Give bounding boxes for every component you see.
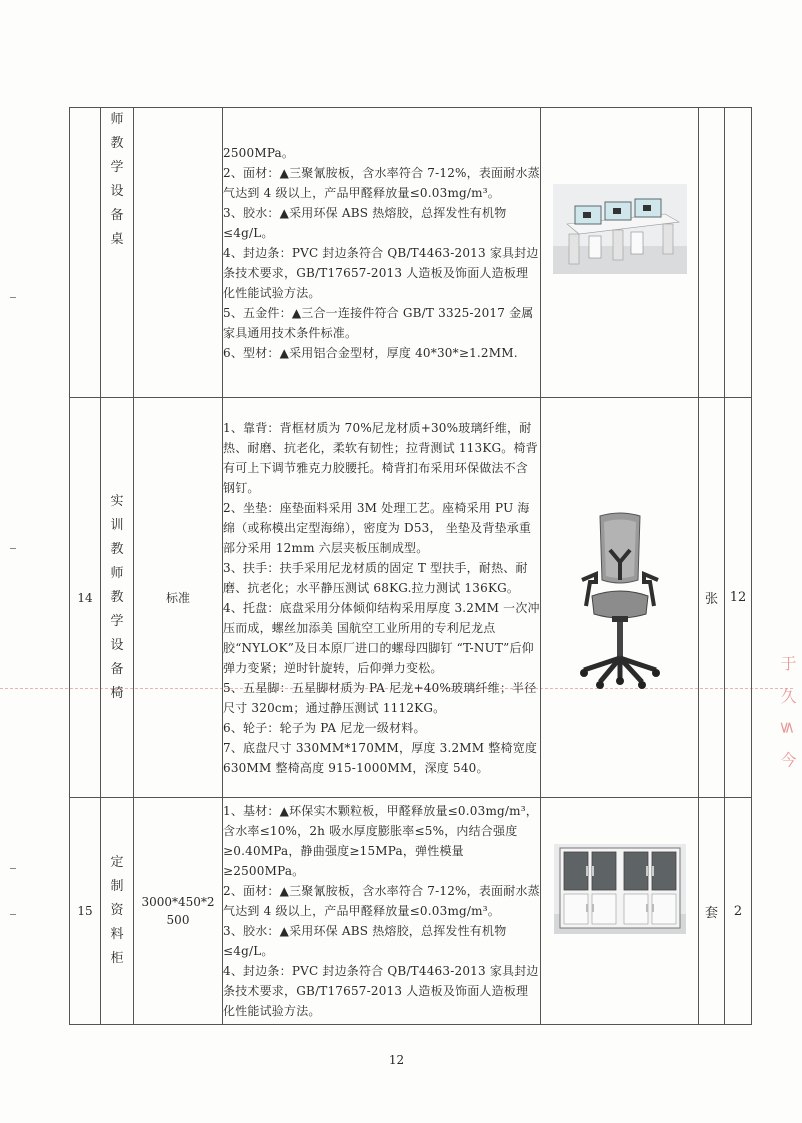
item-number: 15 <box>70 798 101 1025</box>
office-chair-image <box>572 510 668 690</box>
item-image-cell <box>541 798 699 1025</box>
page-number: 12 <box>388 1053 405 1067</box>
item-name: 师 教 学 设 备 桌 <box>101 108 134 398</box>
item-unit <box>699 108 725 398</box>
item-number: 14 <box>70 398 101 798</box>
item-image-cell <box>541 398 699 798</box>
item-name: 定 制 资 料 柜 <box>101 798 134 1025</box>
file-cabinet-image <box>554 844 686 934</box>
item-description: 1、靠背：背框材质为 70%尼龙材质+30%玻璃纤维，耐热、耐磨、抗老化，柔软有韧性；拉背测试 113KG。椅背有可上下调节雅克力胶腰托。椅背扪布采用环保做法不含钢钉。 2、坐垫：座垫面料采用 3M 处理工艺。座椅采用 PU 海 绵（或称模出定型海绵），密度为 D53， 坐垫及背垫承重部分采用 12mm 六层夹板压制成型。 3、扶手：扶手采用尼龙材质的固定 T 型扶手，耐热、耐磨、抗老化；水平静压测试 68KG.拉力测试 136KG。 4、托盘：底盘采用分体倾仰结构采用厚度 3.2MM 一次冲压而成，螺丝加添美 国航空工业所用的专利尼龙点胶“NYLOK”及日本原厂进口的螺母四脚钉 “T-NUT”后仰弹力变紧；逆时针旋转，后仰弹力变松。 5、五星脚：五星脚材质为 PA 尼龙+40%玻璃纤维；半径尺寸 320cm；通过静压测试 1112KG。 6、轮子：轮子为 PA 尼龙一级材料。 7、底盘尺寸 330MM*170MM，厚度 3.2MM 整椅宽度 630MM 整椅高度 915-1000MM，深度 540。 <box>223 398 541 798</box>
binding-mark <box>10 297 16 298</box>
table-row-chair <box>70 398 752 798</box>
item-unit: 套 <box>699 798 725 1025</box>
item-description: 2500MPa。 2、面材：▲三聚氰胺板，含水率符合 7-12%，表面耐水蒸气达到 4 级以上，产品甲醛释放量≤0.03mg/m³。 3、胶水：▲采用环保 ABS 热熔胶，总挥发性有机物≤4g/L。 4、封边条：PVC 封边条符合 QB/T4463-2013 家具封边条技术要求，GB/T17657-2013 人造板及饰面人造板理化性能试验方法。 5、五金件：▲三合一连接件符合 GB/T 3325-2017 金属家具通用技术条件标准。 6、型材：▲采用铝合金型材，厚度 40*30*≥1.2MM. <box>223 108 541 398</box>
table-row-cabinet <box>70 798 752 1025</box>
item-size: 标准 <box>134 398 223 798</box>
item-image-cell <box>541 108 699 398</box>
item-description: 1、基材：▲环保实木颗粒板，甲醛释放量≤0.03mg/m³，含水率≤10%，2h 吸水厚度膨胀率≤5%，内结合强度≥0.40MPa，静曲强度≥15MPa，弹性模量≥2500MPa。 2、面材：▲三聚氰胺板，含水率符合 7-12%，表面耐水蒸气达到 4 级以上，产品甲醛释放量≤0.03mg/m³。 3、胶水：▲采用环保 ABS 热熔胶，总挥发性有机物≤4g/L。 4、封边条：PVC 封边条符合 QB/T4463-2013 家具封边条技术要求，GB/T17657-2013 人造板及饰面人造板理化性能试验方法。 <box>223 798 541 1025</box>
binding-mark <box>10 548 16 549</box>
seal-stamp-edge: 于 久 ≶ 今 <box>778 655 797 774</box>
specification-table <box>69 107 752 1025</box>
table-row-desk <box>70 108 752 398</box>
item-unit: 张 <box>699 398 725 798</box>
binding-mark <box>10 868 16 869</box>
item-quantity: 12 <box>725 398 752 798</box>
desk-cluster-image <box>553 184 687 274</box>
item-size: 3000*450*2500 <box>134 798 223 1025</box>
binding-mark <box>10 914 16 915</box>
item-number <box>70 108 101 398</box>
item-size <box>134 108 223 398</box>
item-quantity: 2 <box>725 798 752 1025</box>
item-quantity <box>725 108 752 398</box>
item-name: 实 训 教 师 教 学 设 备 椅 <box>101 398 134 798</box>
